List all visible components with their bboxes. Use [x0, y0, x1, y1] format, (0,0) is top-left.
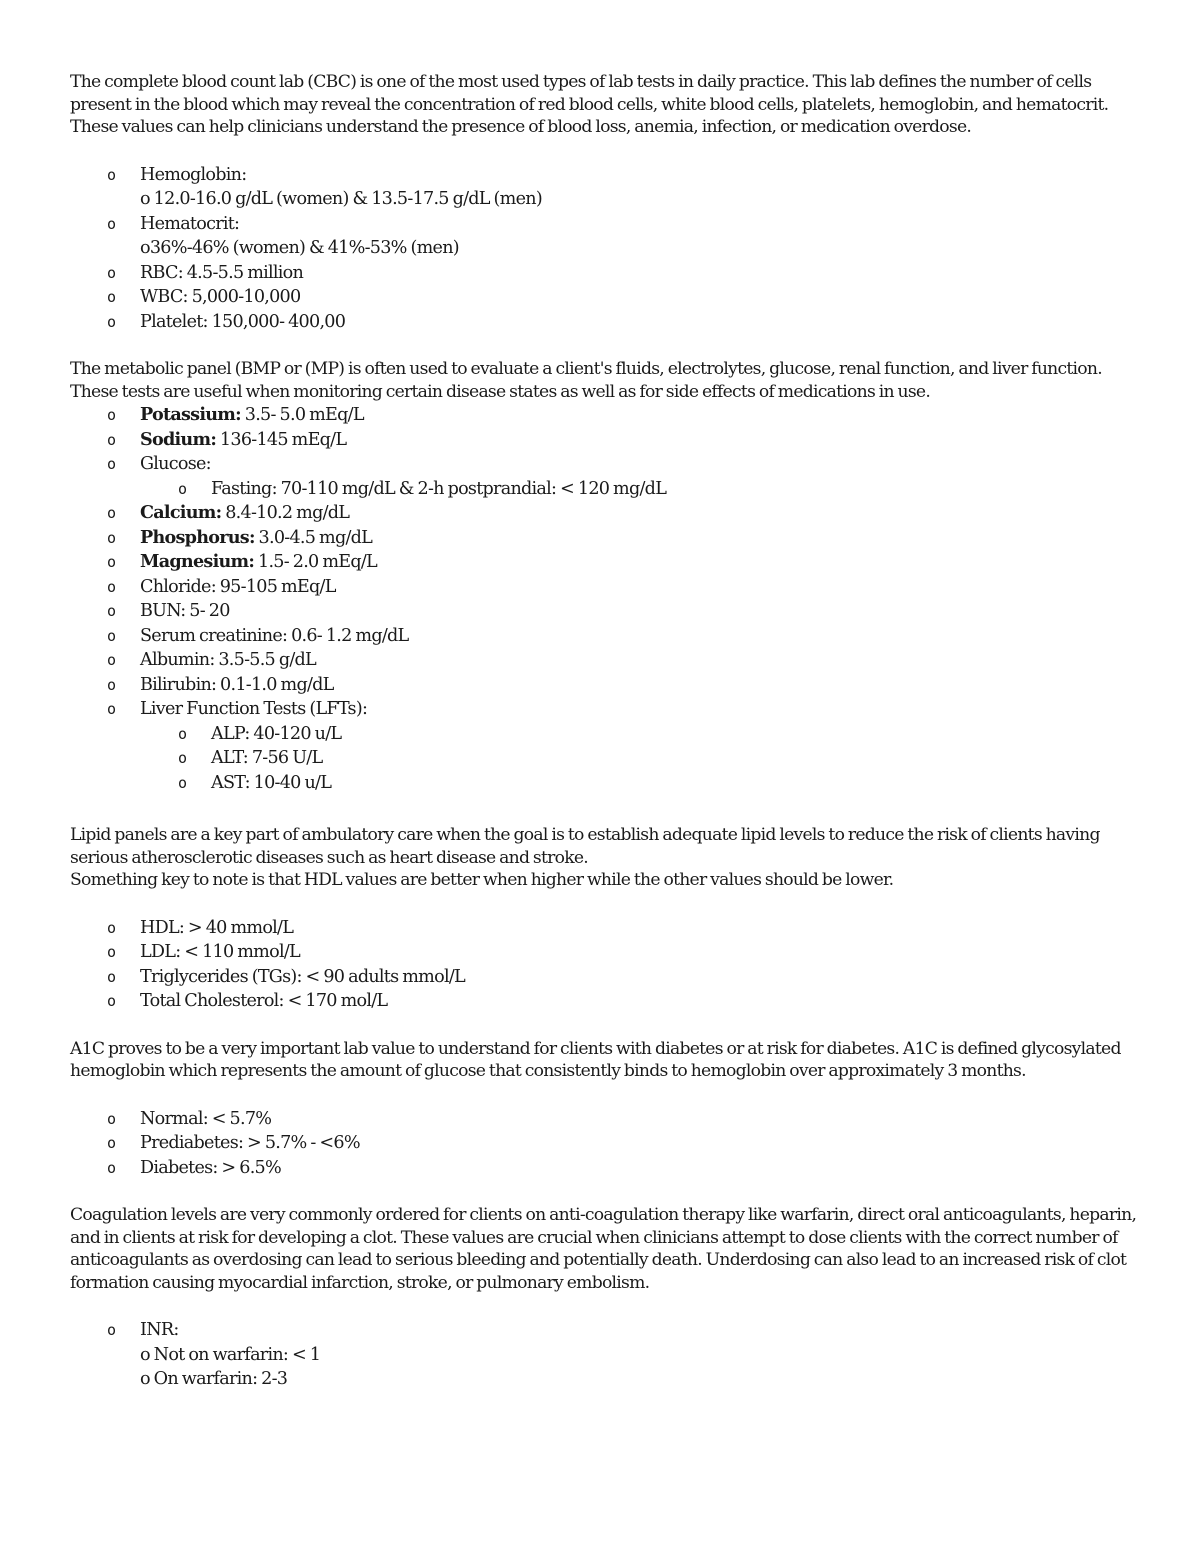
- list-item-hdl: o HDL: > 40 mmol/L: [70, 916, 1140, 941]
- bullet-icon: o: [107, 651, 117, 669]
- list-item-rbc: o RBC: 4.5-5.5 million: [70, 261, 1140, 286]
- bullet-icon: o: [107, 430, 117, 449]
- list-item-prediabetes: o Prediabetes: > 5.7% - <6%: [70, 1131, 1140, 1156]
- list-item-potassium: o Potassium: 3.5- 5.0 mEq/L: [70, 403, 1140, 428]
- list-item-alt: o ALT: 7-56 U/L: [70, 746, 1140, 771]
- list-item-normal: o Normal: < 5.7%: [70, 1107, 1140, 1132]
- bullet-icon: o: [178, 724, 188, 743]
- list-item-lft: o Liver Function Tests (LFTs):: [70, 697, 1140, 722]
- list-item-hematocrit: o Hematocrit: o36%-46% (women) & 41%-53% (men): [107, 213, 459, 258]
- list-item-bilirubin: o Bilirubin: 0.1-1.0 mg/dL: [70, 673, 1140, 698]
- bullet-icon: o: [107, 1321, 117, 1339]
- bullet-icon: o: [107, 553, 117, 571]
- bullet-icon: o: [107, 992, 117, 1010]
- a1c-list: [70, 1107, 1140, 1181]
- bullet-icon: o: [107, 288, 117, 306]
- metabolic-list: [70, 403, 1140, 795]
- bullet-icon: o: [107, 700, 117, 718]
- bullet-icon: o: [107, 528, 117, 547]
- bullet-icon: o: [107, 504, 117, 522]
- bullet-icon: o: [107, 455, 117, 473]
- bullet-icon: o: [107, 577, 117, 596]
- list-item-calcium: o Calcium: 8.4-10.2 mg/dL: [70, 501, 1140, 526]
- bullet-icon: o: [178, 773, 188, 792]
- list-item-triglycerides: o Triglycerides (TGs): < 90 adults mmol/L: [70, 965, 1140, 990]
- bullet-icon: o: [107, 675, 117, 694]
- document-body: [70, 71, 1140, 1392]
- list-item-inr: o INR: o Not on warfarin: < 1 o On warfarin: 2-3: [107, 1320, 321, 1389]
- list-item-wbc: o WBC: 5,000-10,000: [70, 285, 1140, 310]
- bullet-icon: o: [107, 1134, 117, 1152]
- a1c-intro: A1C proves to be a very important lab value to understand for clients with diabetes or at risk for diabetes. A1C is defined glycosylated hemoglobin which represents the amount of glucose that consistently binds to hemoglobin over approximately 3 months.: [70, 1038, 1121, 1081]
- list-item-glucose: o Glucose:: [70, 452, 1140, 477]
- bullet-icon: o: [107, 214, 117, 233]
- bullet-icon: o: [107, 602, 117, 620]
- bullet-icon: o: [107, 967, 117, 986]
- bullet-icon: o: [107, 943, 117, 961]
- metabolic-intro: The metabolic panel (BMP or (MP) is often used to evaluate a client's fluids, electrolytes, glucose, renal function, and liver function. These tests are useful when monitoring certain disease states as well as for side effects of medications in use.: [70, 359, 1102, 402]
- bullet-icon: o: [107, 165, 117, 184]
- bullet-icon: o: [178, 749, 188, 767]
- list-item-magnesium: o Magnesium: 1.5- 2.0 mEq/L: [70, 550, 1140, 575]
- coag-list: [70, 1318, 1140, 1392]
- list-item-phosphorus: o Phosphorus: 3.0-4.5 mg/dL: [70, 526, 1140, 551]
- list-item-albumin: o Albumin: 3.5-5.5 g/dL: [70, 648, 1140, 673]
- list-item-sodium: o Sodium: 136-145 mEq/L: [70, 428, 1140, 453]
- bullet-icon: o: [178, 479, 188, 498]
- bullet-icon: o: [107, 263, 117, 282]
- cbc-intro: The complete blood count lab (CBC) is one of the most used types of lab tests in daily practice. This lab defines the number of cells present in the blood which may reveal the concentration of red blood cells, white blood cells, platelets, hemoglobin, and hematocrit. These values can help clinicians understand the presence of blood loss, anemia, infection, or medication overdose.: [70, 72, 1109, 137]
- list-item-hemoglobin: o Hemoglobin: o 12.0-16.0 g/dL (women) & 13.5-17.5 g/dL (men): [107, 164, 542, 209]
- coag-intro: Coagulation levels are very commonly ordered for clients on anti-coagulation therapy like warfarin, direct oral anticoagulants, heparin, and in clients at risk for developing a clot. These values are crucial when clinicians attempt to dose clients with the correct number of anticoagulants as overdosing can lead to serious bleeding and potentially death. Underdosing can also lead to an increased risk of clot formation causing myocardial infarction, stroke, or pulmonary embolism.: [70, 1205, 1137, 1293]
- lipid-intro: Lipid panels are a key part of ambulatory care when the goal is to establish adequate lipid levels to reduce the risk of clients having serious atherosclerotic diseases such as heart disease and stroke.: [70, 825, 1100, 868]
- list-item-platelet: o Platelet: 150,000- 400,00: [70, 310, 1140, 335]
- cbc-list: [70, 163, 1140, 335]
- list-item-ast: o AST: 10-40 u/L: [70, 771, 1140, 796]
- bullet-icon: o: [107, 1109, 117, 1128]
- list-item-glucose-fasting: o Fasting: 70-110 mg/dL & 2-h postprandial: < 120 mg/dL: [70, 477, 1140, 502]
- list-item-alp: o ALP: 40-120 u/L: [70, 722, 1140, 747]
- list-item-bun: o BUN: 5- 20: [70, 599, 1140, 624]
- list-item-creatinine: o Serum creatinine: 0.6- 1.2 mg/dL: [70, 624, 1140, 649]
- bullet-icon: o: [107, 626, 117, 645]
- list-item-chloride: o Chloride: 95-105 mEq/L: [70, 575, 1140, 600]
- list-item-total-cholesterol: o Total Cholesterol: < 170 mol/L: [70, 989, 1140, 1014]
- bullet-icon: o: [107, 1158, 117, 1177]
- bullet-icon: o: [107, 406, 117, 424]
- bullet-icon: o: [107, 918, 117, 937]
- lipid-list: [70, 916, 1140, 1014]
- lipid-note: Something key to note is that HDL values are better when higher while the other values should be lower.: [70, 870, 894, 890]
- list-item-diabetes: o Diabetes: > 6.5%: [70, 1156, 1140, 1181]
- list-item-ldl: o LDL: < 110 mmol/L: [70, 940, 1140, 965]
- bullet-icon: o: [107, 312, 117, 331]
